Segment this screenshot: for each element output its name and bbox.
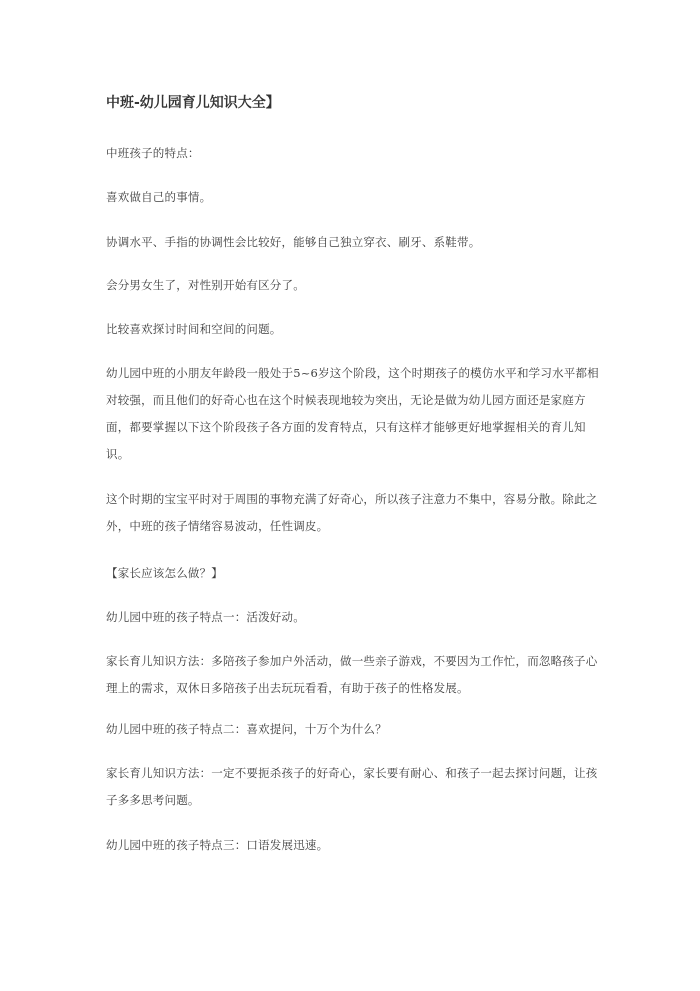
paragraph-trait-one: 幼儿园中班的孩子特点一：活泼好动。 bbox=[106, 610, 305, 624]
paragraph-age-development: 幼儿园中班的小朋友年龄段一般处于5~6岁这个阶段，这个时期孩子的模仿水平和学习水平都相对较强，而且他们的好奇心也在这个时候表现地较为突出，无论是做为幼儿园方面还是家庭方面，都要掌握以下这个阶段孩子各方面的发育特点，只有这样才能够更好地掌握相关的育儿知识。 bbox=[106, 366, 599, 461]
paragraph-parents-heading: 【家长应该怎么做？】 bbox=[106, 566, 223, 580]
paragraph-kids-traits-heading: 中班孩子的特点： bbox=[106, 146, 200, 160]
paragraph-trait-gender: 会分男女生了，对性别开始有区分了。 bbox=[106, 278, 305, 292]
paragraph-trait-three: 幼儿园中班的孩子特点三：口语发展迅速。 bbox=[106, 838, 329, 852]
paragraph-curiosity: 这个时期的宝宝平时对于周围的事物充满了好奇心，所以孩子注意力不集中，容易分散。除此之外，中班的孩子情绪容易波动，任性调皮。 bbox=[106, 492, 598, 533]
paragraph-trait-time-space: 比较喜欢探讨时间和空间的问题。 bbox=[106, 322, 282, 336]
paragraph-method-one: 家长育儿知识方法：多陪孩子参加户外活动，做一些亲子游戏，不要因为工作忙，而忽略孩子心理上的需求，双休日多陪孩子出去玩玩看看，有助于孩子的性格发展。 bbox=[106, 654, 598, 695]
paragraph-trait-coordination: 协调水平、手指的协调性会比较好，能够自己独立穿衣、刷牙、系鞋带。 bbox=[106, 235, 481, 249]
paragraph-trait-two: 幼儿园中班的孩子特点二：喜欢提问，十万个为什么？ bbox=[106, 722, 387, 736]
paragraph-trait-independence: 喜欢做自己的事情。 bbox=[106, 190, 212, 204]
paragraph-method-two: 家长育儿知识方法：一定不要扼杀孩子的好奇心，家长要有耐心、和孩子一起去探讨问题，让孩子多多思考问题。 bbox=[106, 766, 598, 807]
document-title: 中班-幼儿园育儿知识大全】 bbox=[106, 95, 280, 111]
